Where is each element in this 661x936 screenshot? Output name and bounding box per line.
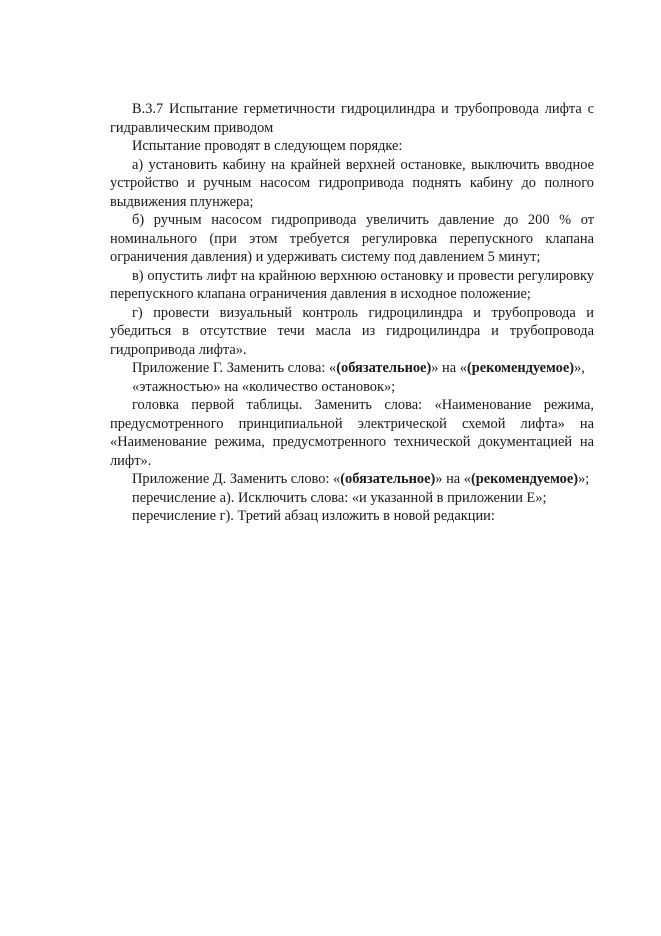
floors-replacement-paragraph: «этажностью» на «количество остановок»;: [132, 378, 396, 395]
step-a-paragraph: а) установить кабину на крайней верхней остановке, выключить вводное устройство и ручным насосом гидропривода поднять кабину до полного выдвижения плунжера;: [110, 156, 594, 210]
appendix-d-new-term: (рекомендуемое): [470, 471, 579, 487]
appendix-d-paragraph: [110, 470, 594, 489]
appendix-d-post: »;: [578, 471, 590, 487]
appendix-g-old-term: (обязательное): [336, 360, 432, 376]
step-b-paragraph: б) ручным насосом гидропривода увеличить давление до 200 % от номинального (при этом требуется регулировка перепускного клапана ограничения давления) и удерживать систему под давлением 5 минут;: [110, 212, 594, 265]
appendix-g-post: »,: [574, 360, 585, 376]
appendix-d-pre: Приложение Д. Заменить слово: «: [132, 471, 341, 487]
section-heading-paragraph: В.3.7 Испытание герметичности гидроцилиндра и трубопровода лифта с гидравлическим приводом: [110, 101, 594, 136]
appendix-g-mid: » на «: [431, 360, 467, 376]
appendix-d-old-term: (обязательное): [340, 471, 436, 487]
listing-a-paragraph: перечисление а). Исключить слова: «и указанной в приложении Е»;: [132, 489, 547, 506]
step-g-paragraph: г) провести визуальный контроль гидроцилиндра и трубопровода и убедиться в отсутствие течи масла из гидроцилиндра и трубопровода гидропривода лифта».: [110, 304, 594, 358]
listing-g-paragraph: перечисление г). Третий абзац изложить в новой редакции:: [132, 508, 495, 524]
appendix-g-pre: Приложение Г. Заменить слова: «: [132, 360, 337, 376]
step-v-paragraph: в) опустить лифт на крайнюю верхнюю остановку и провести регулировку перепускного клапана ограничения давления в исходное положение;: [110, 267, 594, 302]
table-header-paragraph: головка первой таблицы. Заменить слова: «Наименование режима, предусмотренного принципиальной электрической схемой лифта» на «Наименование режима, предусмотренного технической документацией на лифт».: [110, 397, 594, 469]
appendix-g-new-term: (рекомендуемое): [466, 360, 575, 376]
appendix-g-paragraph: [110, 359, 594, 378]
document-page: [110, 100, 594, 526]
appendix-d-mid: » на «: [435, 471, 471, 487]
procedure-intro-paragraph: Испытание проводят в следующем порядке:: [132, 138, 403, 154]
